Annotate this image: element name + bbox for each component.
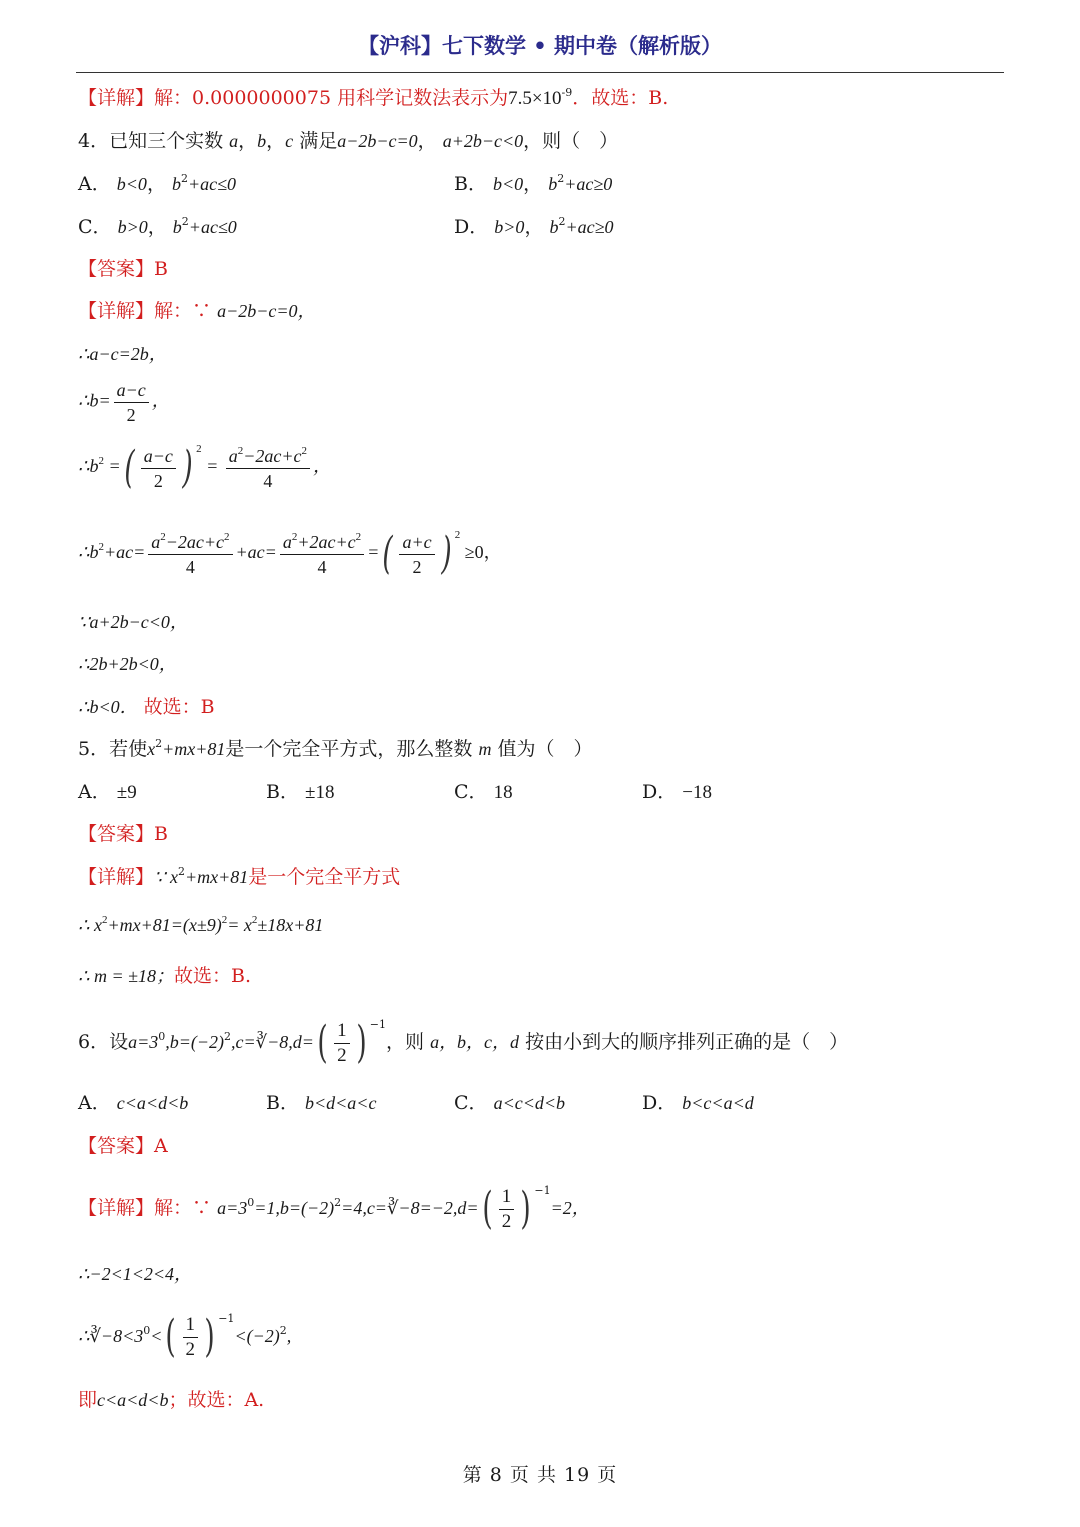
q4-step1: a−2b−c=0， bbox=[217, 301, 316, 321]
option-part: b bbox=[549, 217, 559, 237]
q4-step5-end: ≥0， bbox=[464, 542, 502, 563]
q6-d1-b: a=3 bbox=[217, 1198, 248, 1218]
option-value: ±18 bbox=[305, 782, 335, 803]
q6-stem-a: 6．设 bbox=[78, 1031, 129, 1053]
equals: = bbox=[367, 542, 380, 563]
fraction-denominator: 2 bbox=[153, 470, 163, 491]
q4-stem: 4．已知三个实数 a，b，c 满足a−2b−c=0， a+2b−c<0，则（ ） bbox=[78, 130, 619, 152]
exponent: −1 bbox=[369, 1018, 386, 1031]
q4-stem-prefix: 4．已知三个实数 bbox=[78, 130, 224, 152]
fraction-numerator: a bbox=[282, 531, 292, 552]
option-label: D． bbox=[642, 1092, 677, 1114]
q5-stem-m: m bbox=[478, 739, 492, 759]
fraction-numerator: a+c bbox=[399, 530, 434, 555]
q6-detail-1: 【详解】解：∵ $a=3^0=1,b=(-2)^2=4,c=∛-8=-2,d=$( $\frac{1}{2}$ ) $^{-1}$=2， bbox=[78, 1183, 590, 1234]
q5-stem: 5．若使$x^2+mx+81$是一个完全平方式，那么整数 m 值为（ ） bbox=[78, 737, 593, 760]
answer-value: B bbox=[154, 258, 168, 280]
option-label: A． bbox=[78, 781, 111, 803]
q5-detail-3 bbox=[78, 962, 251, 990]
right-paren: ) bbox=[182, 442, 193, 493]
left-paren: ( bbox=[165, 1311, 177, 1362]
right-paren: ) bbox=[204, 1311, 215, 1362]
option-label: B． bbox=[454, 173, 487, 195]
fraction-denominator: 2 bbox=[412, 556, 422, 577]
q6-d4-b: c<a<d<b bbox=[97, 1390, 169, 1410]
q6-option-c bbox=[454, 1089, 565, 1117]
detail-prefix: 解：∵ bbox=[154, 300, 212, 322]
option-part: b<0 bbox=[493, 174, 524, 194]
option-part: b>0 bbox=[117, 217, 148, 237]
fraction-numerator-rest: −2ac+c bbox=[243, 445, 302, 466]
fraction: $\frac{a^2-2ac+c^2}{4}$ bbox=[148, 530, 232, 579]
option-part: b bbox=[172, 217, 182, 237]
q3-detail-text: 解：0.0000000075 用科学记数法表示为 bbox=[154, 87, 509, 109]
fraction-numerator: a−c bbox=[141, 444, 176, 469]
option-value: −18 bbox=[682, 782, 712, 803]
left-paren: ( bbox=[317, 1017, 328, 1068]
fraction: $\frac{a^2+2ac+c^2}{4}$ bbox=[280, 530, 364, 579]
detail-label: 【详解】 bbox=[78, 866, 155, 888]
fraction bbox=[499, 1185, 515, 1234]
q4-step5-pre: ∴b bbox=[78, 542, 99, 563]
q5-detail-2: ∴ $x^2+mx+81=(x\pm 9)^2= x^2\pm 18x+81$ bbox=[78, 914, 324, 935]
page-header-title: 【沪科】七下数学 • 期中卷（解析版） bbox=[357, 34, 723, 58]
fraction bbox=[183, 1313, 199, 1362]
q5-stem-x: x bbox=[147, 739, 156, 759]
option-value: b<c<a<d bbox=[682, 1093, 754, 1113]
option-label: A． bbox=[78, 173, 111, 195]
q4-step7: ∴2b+2b<0， bbox=[78, 654, 177, 674]
q6-option-a bbox=[78, 1089, 188, 1117]
option-part: b bbox=[548, 174, 558, 194]
q6-stem-vars: a，b，c，d bbox=[430, 1032, 520, 1052]
q4-step4-end: ， bbox=[313, 456, 332, 477]
q5-stem-d: 值为（ ） bbox=[497, 738, 593, 760]
option-part: +ac≤0 bbox=[188, 217, 237, 237]
left-paren: ( bbox=[124, 442, 135, 493]
q6-d3-a: ∴∛−8<3 bbox=[78, 1326, 144, 1346]
q4-option-d: D． b>0， $b^2+ac\ge 0$ bbox=[454, 215, 614, 238]
fraction-numerator: 1 bbox=[334, 1019, 350, 1044]
q4-option-a: A． b<0， $b^2+ac\le 0$ bbox=[78, 172, 236, 195]
q6-d3-b: < bbox=[150, 1326, 163, 1346]
fraction-denominator: 4 bbox=[317, 556, 327, 577]
q4-detail-1 bbox=[78, 297, 316, 325]
answer-label: 【答案】 bbox=[78, 1135, 155, 1157]
detail-label: 【详解】 bbox=[78, 300, 155, 322]
option-label: B． bbox=[266, 1092, 299, 1114]
option-value: a<c<d<b bbox=[493, 1093, 566, 1113]
option-label: D． bbox=[642, 781, 677, 803]
q3-detail-end: ．故选：B. bbox=[572, 87, 669, 109]
q6-d1-d: =4,c=∛−8=−2,d= bbox=[341, 1198, 479, 1218]
q4-step6: ∵a+2b−c<0， bbox=[78, 612, 188, 632]
q3-sci-exp: -9 bbox=[561, 86, 573, 99]
right-paren: ) bbox=[441, 528, 452, 579]
q5-answer bbox=[78, 820, 168, 848]
q5-d1-c: 是一个完全平方式 bbox=[248, 866, 401, 888]
q3-sci: 7.5×10 bbox=[508, 88, 562, 109]
q4-step3-pre: ∴b= bbox=[78, 390, 111, 411]
option-label: B． bbox=[266, 781, 299, 803]
q5-stem-c: 是一个完全平方式，那么整数 bbox=[225, 738, 473, 760]
q6-conclusion: ；故选：A. bbox=[168, 1389, 265, 1411]
q6-answer bbox=[78, 1132, 168, 1160]
q6-detail-2: ∴−2<1<2<4， bbox=[78, 1264, 193, 1284]
q6-stem-e: ，则 bbox=[386, 1031, 425, 1053]
q6-d4-a: 即 bbox=[78, 1389, 98, 1411]
q6-stem-c: ,b=(−2) bbox=[165, 1032, 225, 1052]
fraction-denominator: 4 bbox=[263, 470, 273, 491]
q4-option-c: C． b>0， $b^2+ac\le 0$ bbox=[78, 215, 237, 238]
option-value: 18 bbox=[493, 782, 513, 803]
q6-stem: 6．设$a=3^0,b=(-2)^2,c=∛-8,d=$( $\frac{1}{2}$ ) $^{-1}$，则 a，b，c，d 按由小到大的顺序排列正确的是（ ） bbox=[78, 1017, 849, 1068]
option-label: C． bbox=[454, 781, 488, 803]
option-part: b>0 bbox=[494, 217, 525, 237]
fraction bbox=[399, 530, 434, 579]
page-footer: 第 8 页 共 19 页 bbox=[462, 1464, 618, 1486]
q5-option-c bbox=[454, 778, 513, 807]
q4-step5-mid: +ac= bbox=[103, 542, 146, 563]
right-paren: ) bbox=[520, 1183, 531, 1234]
q6-d1-c: =1,b=(−2) bbox=[254, 1198, 335, 1218]
fraction bbox=[334, 1019, 350, 1068]
option-value: c<a<d<b bbox=[116, 1093, 189, 1113]
left-paren: ( bbox=[382, 528, 394, 579]
q5-stem-b: +mx+81 bbox=[162, 739, 226, 759]
q5-detail-1: 【详解】∵ $x^2+mx+81$是一个完全平方式 bbox=[78, 865, 401, 888]
fraction-numerator: 1 bbox=[183, 1313, 199, 1338]
option-part: +ac≥0 bbox=[564, 174, 613, 194]
answer-value: B bbox=[154, 823, 168, 845]
fraction-denominator: 2 bbox=[337, 1044, 347, 1066]
option-value: ±9 bbox=[116, 782, 137, 803]
q4-step5-plus: +ac= bbox=[235, 542, 277, 563]
option-value: b<d<a<c bbox=[305, 1093, 377, 1113]
q3-detail-label: 【详解】 bbox=[78, 87, 155, 109]
option-label: C． bbox=[454, 1092, 488, 1114]
right-paren: ) bbox=[356, 1017, 367, 1068]
q4-cond2: a+2b−c<0 bbox=[442, 131, 524, 151]
q5-conclusion: 故选：B. bbox=[173, 965, 251, 987]
option-part: +ac≥0 bbox=[565, 217, 614, 237]
q5-d3-a: ∴ m = ±18； bbox=[78, 966, 174, 986]
option-part: b<0 bbox=[116, 174, 147, 194]
q4-step4: $\therefore b^2$ =( $\frac{a-c}{2}$ ) $^2$ = $\frac{a^2-2ac+c^2}{4}$ ， bbox=[78, 442, 332, 493]
q5-option-b bbox=[266, 778, 334, 807]
q6-option-b bbox=[266, 1089, 376, 1117]
q6-stem-b: a=3 bbox=[128, 1032, 159, 1052]
fraction: $\frac{a^2-2ac+c^2}{4}$ bbox=[226, 444, 310, 493]
q3-detail bbox=[78, 84, 668, 113]
fraction-denominator: 4 bbox=[185, 556, 195, 577]
q5-d2-d: ±18x+81 bbox=[257, 915, 324, 935]
q6-d1-e: =2， bbox=[550, 1198, 590, 1218]
fraction-numerator-rest: −2ac+c bbox=[165, 531, 225, 552]
detail-label: 【详解】 bbox=[78, 1197, 155, 1219]
q4-cond-mid: 满足 bbox=[299, 130, 338, 152]
q6-detail-4 bbox=[78, 1386, 264, 1414]
answer-label: 【答案】 bbox=[78, 823, 155, 845]
fraction bbox=[114, 378, 149, 427]
q4-cond1: a−2b−c=0 bbox=[337, 131, 418, 151]
q5-option-a bbox=[78, 778, 137, 807]
q5-d2-a: ∴ x bbox=[78, 915, 102, 935]
q5-d2-c: = x bbox=[227, 915, 252, 935]
fraction-numerator: a−c bbox=[114, 378, 149, 403]
answer-label: 【答案】 bbox=[78, 258, 155, 280]
q4-step8-a: ∴b<0． bbox=[78, 697, 138, 717]
q5-d1-a: ∵ x bbox=[154, 867, 178, 887]
fraction-numerator: a bbox=[228, 445, 238, 466]
q6-d1-a: 解：∵ bbox=[154, 1197, 212, 1219]
q4-step2: ∴a−c=2b， bbox=[78, 344, 167, 364]
q6-stem-d: ,c=∛−8,d= bbox=[231, 1032, 314, 1052]
q6-d3-d: , bbox=[286, 1326, 292, 1346]
fraction-numerator: a bbox=[151, 531, 161, 552]
option-label: C． bbox=[78, 216, 112, 238]
q4-answer bbox=[78, 255, 168, 283]
q4-conclusion: 故选：B bbox=[143, 696, 215, 718]
fraction-denominator: 2 bbox=[126, 405, 136, 425]
q4-step5: $\therefore b^2+ac=$ $\frac{a^2-2ac+c^2}{4}$ +ac= $\frac{a^2+2ac+c^2}{4}$ =( $\frac{a+c}{2}$ ) $^2$ ≥0， bbox=[78, 528, 502, 579]
option-label: D． bbox=[454, 216, 489, 238]
fraction-numerator: 1 bbox=[499, 1185, 515, 1210]
exponent: −1 bbox=[218, 1312, 235, 1325]
left-paren: ( bbox=[481, 1183, 493, 1234]
option-label: A． bbox=[78, 1092, 111, 1114]
q4-step8 bbox=[78, 693, 215, 721]
q4-var-b: b bbox=[257, 131, 267, 151]
equals: = bbox=[108, 456, 121, 477]
fraction-denominator: 2 bbox=[185, 1338, 196, 1360]
q6-stem-g: 按由小到大的顺序排列正确的是（ ） bbox=[525, 1031, 849, 1053]
header-divider bbox=[76, 72, 1004, 73]
fraction-numerator-rest: +2ac+c bbox=[297, 531, 356, 552]
option-part: +ac≤0 bbox=[187, 174, 236, 194]
q5-d1-b: +mx+81 bbox=[184, 867, 249, 887]
q5-option-d bbox=[642, 778, 712, 807]
q4-step3-end: ， bbox=[151, 390, 170, 411]
q4-step3 bbox=[78, 378, 170, 427]
q5-d2-b: +mx+81=(x±9) bbox=[107, 915, 222, 935]
q4-var-c: c bbox=[285, 131, 294, 151]
q6-detail-3: $\therefore∛-8<3^0<$( $\frac{1}{2}$ ) $^{-1}<(-2)^2$, bbox=[78, 1311, 292, 1362]
fraction-denominator: 2 bbox=[501, 1210, 512, 1232]
q4-option-b: B． b<0， $b^2+ac\ge 0$ bbox=[454, 172, 613, 195]
q4-var-a: a bbox=[229, 131, 239, 151]
q4-stem-end: ，则（ ） bbox=[523, 130, 619, 152]
answer-value: A bbox=[154, 1135, 168, 1157]
option-part: b bbox=[171, 174, 181, 194]
q4-step4-pre: ∴b bbox=[78, 456, 99, 477]
q6-d3-c: <(−2) bbox=[234, 1326, 280, 1346]
q5-stem-a: 5．若使 bbox=[78, 738, 148, 760]
q6-option-d bbox=[642, 1089, 754, 1117]
fraction bbox=[141, 444, 176, 493]
exponent: −1 bbox=[534, 1184, 551, 1197]
